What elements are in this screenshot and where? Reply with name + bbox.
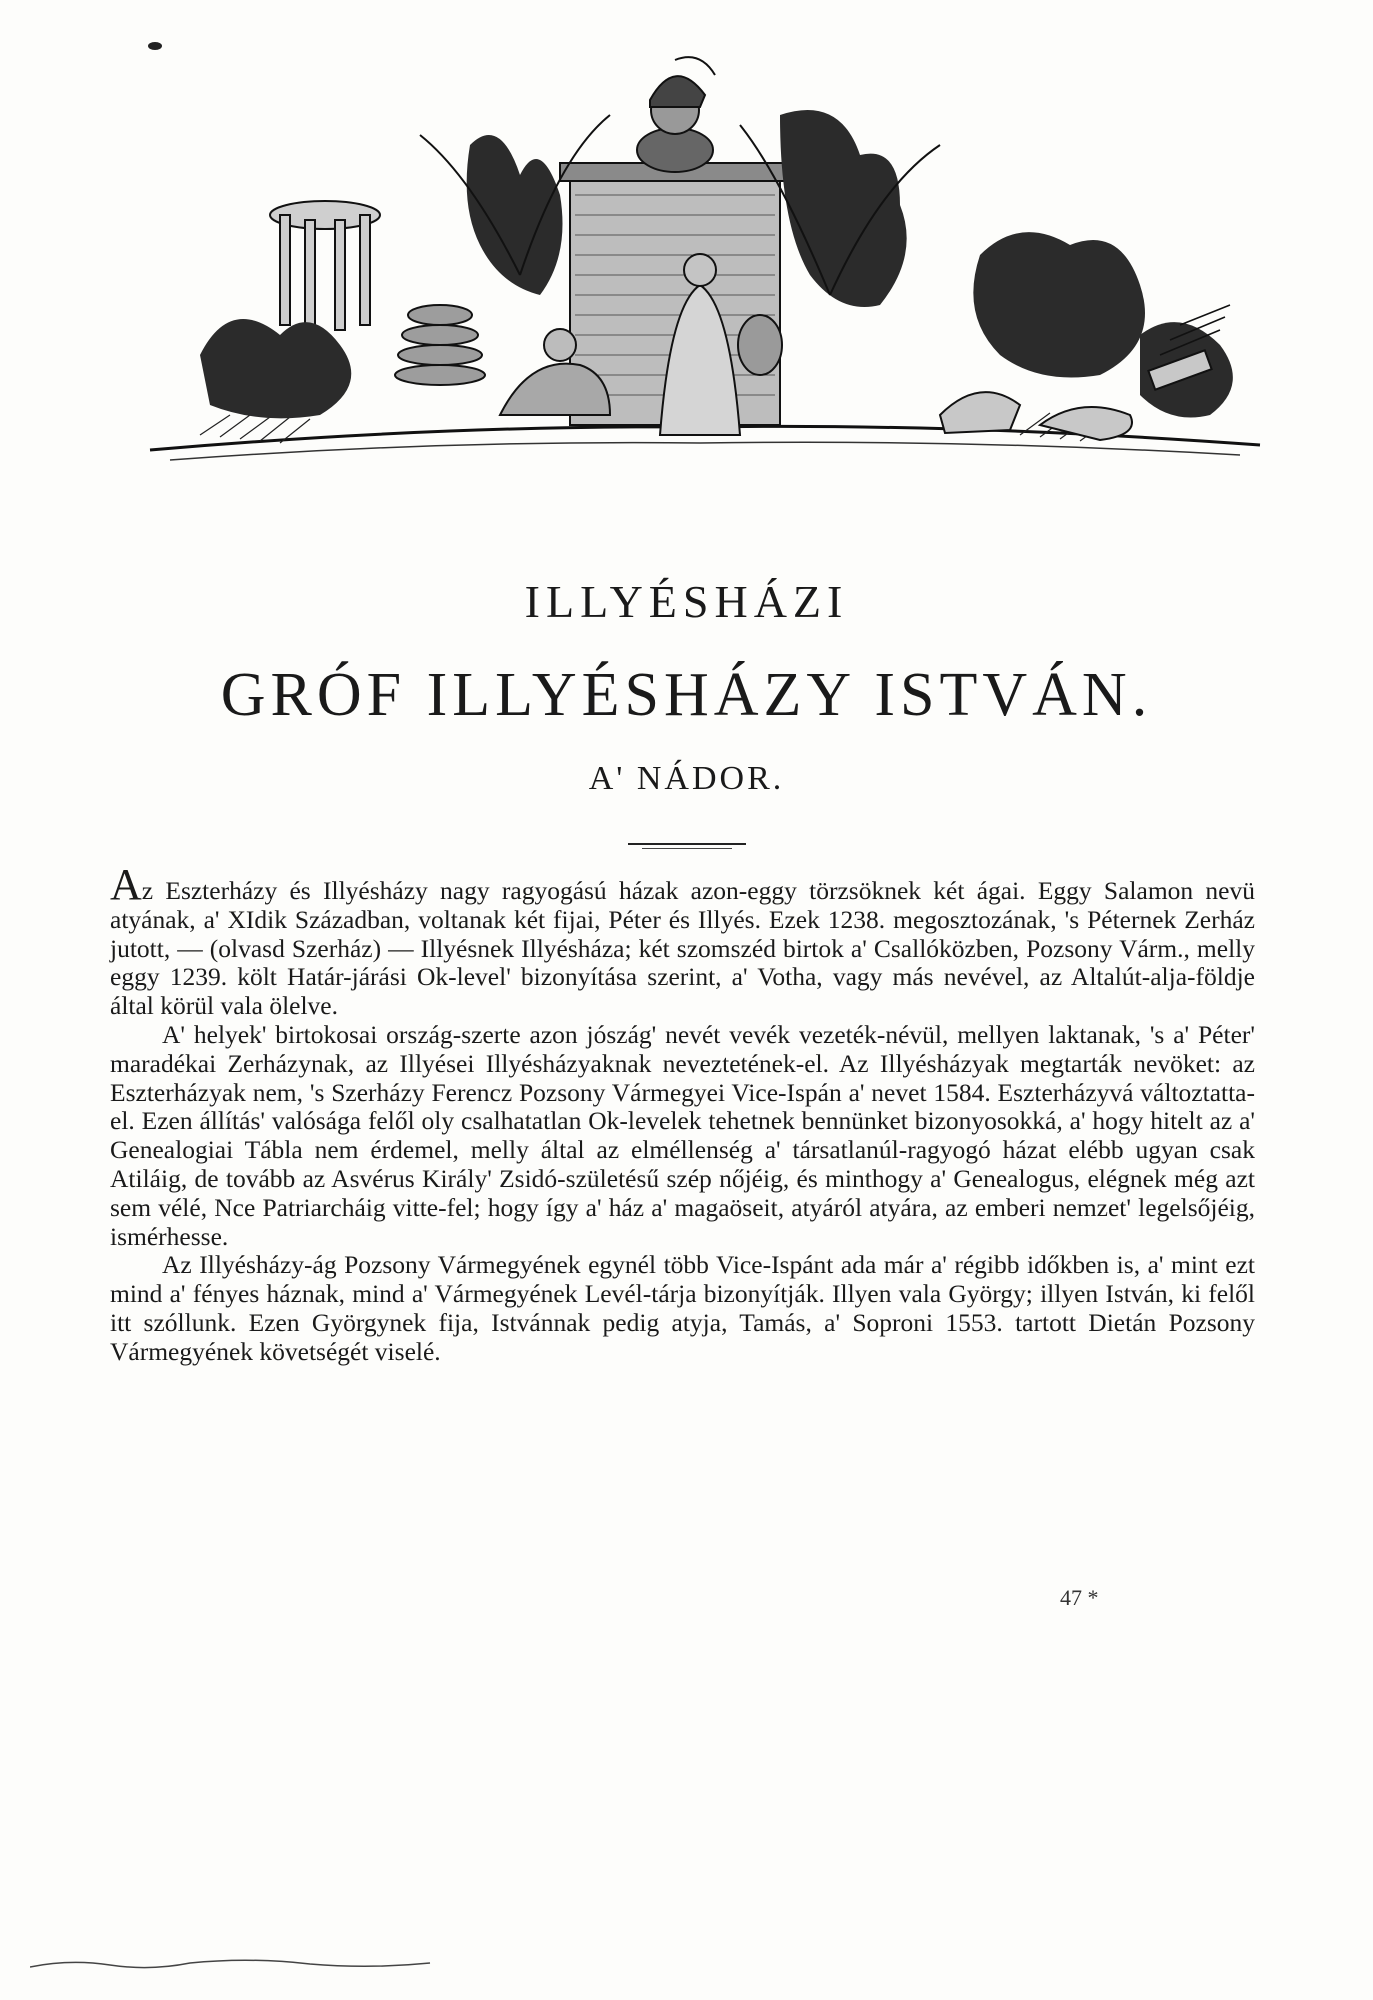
drop-cap: A	[110, 860, 142, 909]
title-divider-thin	[642, 848, 732, 849]
heading-line-2: GRÓF ILLYÉSHÁZY ISTVÁN.	[220, 661, 1153, 729]
page-mark: 47 *	[1060, 1585, 1099, 1610]
paragraph-3: Az Illyésházy-ág Pozsony Vármegyének egynél több Vice-Ispánt ada már a' régibb időkben is, a' mint ezt mind a' fényes háznak, mind a' Vármegyének Levél-tárja bizonyítják. Illyen vala György; illyen István, ki felől itt szóllunk. Ezen Györgynek fija, Istvánnak pedig atyja, Tamás, a' Soproni 1553. tartott Dietán Pozsony Vármegyének követségét viselé.	[110, 1250, 1255, 1366]
heading-line-1: ILLYÉSHÁZI	[524, 576, 849, 627]
bottom-scratch-marks	[30, 1955, 630, 1975]
main-text	[110, 860, 1255, 1367]
paragraph-1	[110, 860, 1255, 1021]
engraved-vignette	[140, 55, 1270, 495]
heading-line-3: A' NÁDOR.	[588, 760, 785, 797]
paragraph-1-text: z Eszterházy és Illyésházy nagy ragyogású házak azon-eggy törzsöknek két ágai. Eggy Salamon nevü atyának, a' XIdik Században, voltanak két fijai, Péter és Illyés. Ezek 1238. megosztozának, 's Péternek Zerház jutott, — (olvasd Szerház) — Illyésnek Illyésháza; két szomszéd birtok a' Csallóközben, Pozsony Várm., melly eggy 1239. költ Határ-járási Ok-level' bizonyítása szerint, a' Votha, vagy más nevével, az Altalút-alja-földje által körül vala ölelve.	[110, 876, 1255, 1021]
paragraph-2: A' helyek' birtokosai ország-szerte azon jószág' nevét vevék vezeték-névül, mellyen laktanak, 's a' Péter' maradékai Zerházynak, az Illyései Illyésházyaknak neveztetének-el. Az Illyésházyak megtarták nevöket: az Eszterházyak nem, 's Szerházy Ferencz Pozsony Vármegyei Vice-Ispán a' nevet 1584. Eszterházyvá változtatta-el. Ezen állítás' valósága felől oly csalhatatlan Ok-levelek tehetnek bennünket bizonyosokká, a' hogy hitelt az a' Genealogiai Tábla nem érdemel, melly által az elméllenség a' társatlanúl-ragyogó házat elébb ugyan csak Atiláig, de tovább az Asvérus Király' Zsidó-születésű szép nőjéig, és minthogy a' Genealogus, elégnek még azt sem vélé, Nce Patriarcháig vitte-fel; hogy így a' ház a' magaöseit, atyáról atyára, az emberi nemzet' legelsőjéig, ismérhesse.	[110, 1019, 1255, 1251]
ink-blot	[148, 42, 162, 50]
title-divider	[628, 843, 746, 845]
